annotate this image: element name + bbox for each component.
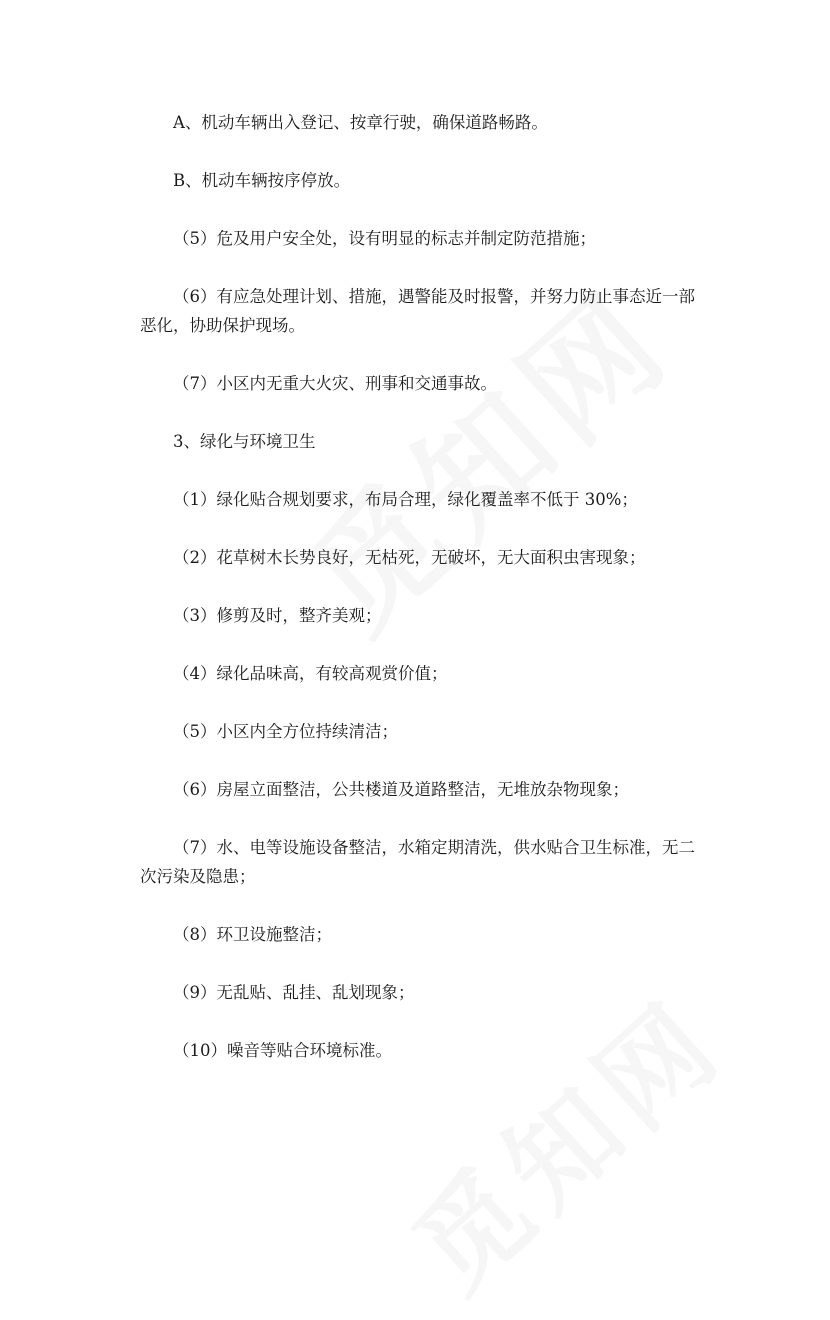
paragraph-line: （9）无乱贴、乱挂、乱划现象； xyxy=(173,983,415,1002)
paragraph xyxy=(140,833,718,891)
paragraph xyxy=(140,282,718,340)
paragraph xyxy=(173,601,718,630)
paragraph xyxy=(173,427,718,456)
paragraph xyxy=(173,108,718,137)
paragraph xyxy=(173,166,718,195)
paragraph-line: （3）修剪及时，整齐美观； xyxy=(173,606,382,625)
paragraph xyxy=(173,543,718,572)
paragraph-line: （2）花草树木长势良好，无枯死，无破坏，无大面积虫害现象； xyxy=(173,548,646,567)
paragraph-continuation-line: 次污染及隐患； xyxy=(140,867,256,886)
paragraph xyxy=(173,369,718,398)
paragraph xyxy=(173,224,718,253)
document-body xyxy=(140,108,718,1094)
paragraph-line: 3、绿化与环境卫生 xyxy=(173,432,316,451)
paragraph-line: B、机动车辆按序停放。 xyxy=(173,171,351,190)
paragraph-line: （5）危及用户安全处，设有明显的标志并制定防范措施； xyxy=(173,229,596,248)
paragraph-line: （7）水、电等设施设备整洁，水箱定期清洗，供水贴合卫生标准，无二 xyxy=(173,838,695,857)
paragraph xyxy=(173,717,718,746)
paragraph xyxy=(173,775,718,804)
paragraph-line: （1）绿化贴合规划要求，布局合理，绿化覆盖率不低于 30%； xyxy=(173,490,638,509)
paragraph xyxy=(173,485,718,514)
paragraph xyxy=(173,978,718,1007)
paragraph-line: （6）房屋立面整洁，公共楼道及道路整洁，无堆放杂物现象； xyxy=(173,780,629,799)
paragraph-line: A、机动车辆出入登记、按章行驶，确保道路畅路。 xyxy=(173,113,548,132)
paragraph-line: （4）绿化品味高，有较高观赏价值； xyxy=(173,664,448,683)
paragraph xyxy=(173,1036,718,1065)
paragraph xyxy=(173,920,718,949)
paragraph-line: （6）有应急处理计划、措施，遇警能及时报警，并努力防止事态近一部 xyxy=(173,287,695,306)
paragraph-line: （5）小区内全方位持续清洁； xyxy=(173,722,398,741)
paragraph xyxy=(173,659,718,688)
paragraph-line: （8）环卫设施整洁； xyxy=(173,925,332,944)
paragraph-continuation-line: 恶化，协助保护现场。 xyxy=(140,316,305,335)
paragraph-line: （7）小区内无重大火灾、刑事和交通事故。 xyxy=(173,374,497,393)
paragraph-line: （10）噪音等贴合环境标准。 xyxy=(173,1041,392,1060)
